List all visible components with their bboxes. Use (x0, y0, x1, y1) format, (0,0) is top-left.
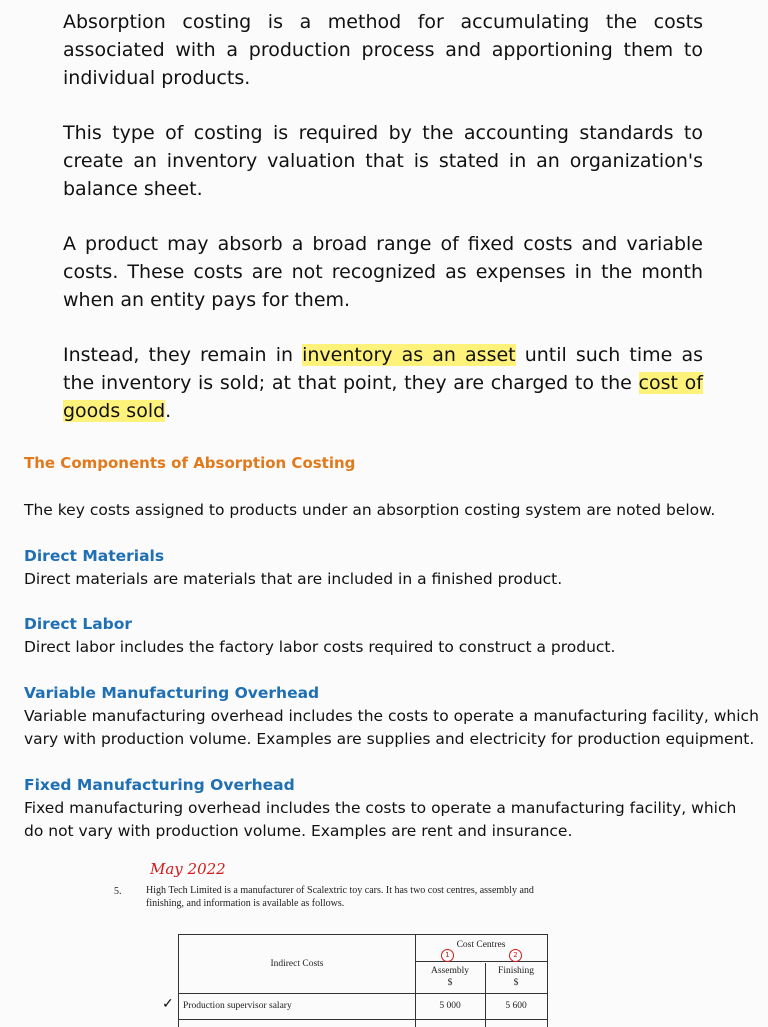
p4-pre: Instead, they remain in (63, 344, 303, 366)
highlight-cost-of-goods-sold: cost of goods sold (63, 372, 703, 422)
col-finishing: Finishing (498, 966, 534, 976)
item-title: Fixed Manufacturing Overhead (24, 776, 295, 794)
item-fixed-overhead (24, 774, 759, 843)
col-assembly: Assembly (431, 966, 469, 976)
currency-finishing: $ (513, 978, 519, 988)
item-desc: Direct labor includes the factory labor costs required to construct a product. (24, 638, 616, 656)
p4-mid: until such time as the inventory is sold; at that point, they are charged to the (63, 344, 703, 394)
item-desc: Fixed manufacturing overhead includes the costs to operate a manufacturing facility, which do not vary with production volume. Examples are rent and insurance. (24, 799, 737, 840)
table-rule (179, 1019, 547, 1020)
components-intro: The key costs assigned to products under an absorption costing system are noted below. (24, 501, 716, 519)
item-direct-materials (24, 545, 759, 591)
circle-mark-1: 1 (441, 949, 454, 962)
item-desc: Direct materials are materials that are included in a finished product. (24, 570, 563, 588)
highlight-inventory-asset: inventory as an asset (302, 344, 516, 366)
item-title: Variable Manufacturing Overhead (24, 684, 320, 702)
item-title: Direct Materials (24, 547, 165, 565)
paragraph-2: This type of costing is required by the accounting standards to create an inventory valuation that is stated in an organization's balance sheet. (63, 122, 703, 200)
question-number: 5. (114, 886, 122, 897)
cost-table (178, 934, 548, 1027)
paragraph-4 (63, 341, 703, 425)
exam-question-scan (90, 858, 600, 1024)
item-direct-labor (24, 613, 759, 659)
row-finishing-value: 5 600 (505, 1001, 527, 1011)
currency-assembly: $ (447, 978, 453, 988)
item-title: Direct Labor (24, 615, 133, 633)
question-text: High Tech Limited is a manufacturer of Scalextric toy cars. It has two cost centres, assembly and finishing, and information is available as follows. (146, 885, 534, 909)
handwritten-date: May 2022 (150, 860, 226, 878)
intro-text-block (63, 8, 703, 452)
row-label: Production supervisor salary (183, 1001, 292, 1011)
p4-end: . (165, 400, 172, 422)
item-desc: Variable manufacturing overhead includes the costs to operate a manufacturing facility, which vary with production volume. Examples are supplies and electricity for production equipment. (24, 707, 759, 748)
group-header-cost-centres: Cost Centres (456, 940, 506, 950)
paragraph-3: A product may absorb a broad range of fixed costs and variable costs. These costs are not recognized as expenses in the month when an entity pays for them. (63, 233, 703, 311)
components-heading: The Components of Absorption Costing (24, 454, 356, 472)
col-header-indirect-costs: Indirect Costs (270, 959, 324, 969)
circle-mark-2: 2 (509, 949, 522, 962)
check-mark-icon: ✓ (162, 997, 174, 1012)
table-rule (415, 961, 547, 962)
table-rule (179, 993, 547, 994)
item-variable-overhead (24, 682, 759, 751)
row-assembly-value: 5 000 (439, 1001, 461, 1011)
paragraph-1: Absorption costing is a method for accumulating the costs associated with a production process and apportioning them to individual products. (63, 11, 703, 89)
